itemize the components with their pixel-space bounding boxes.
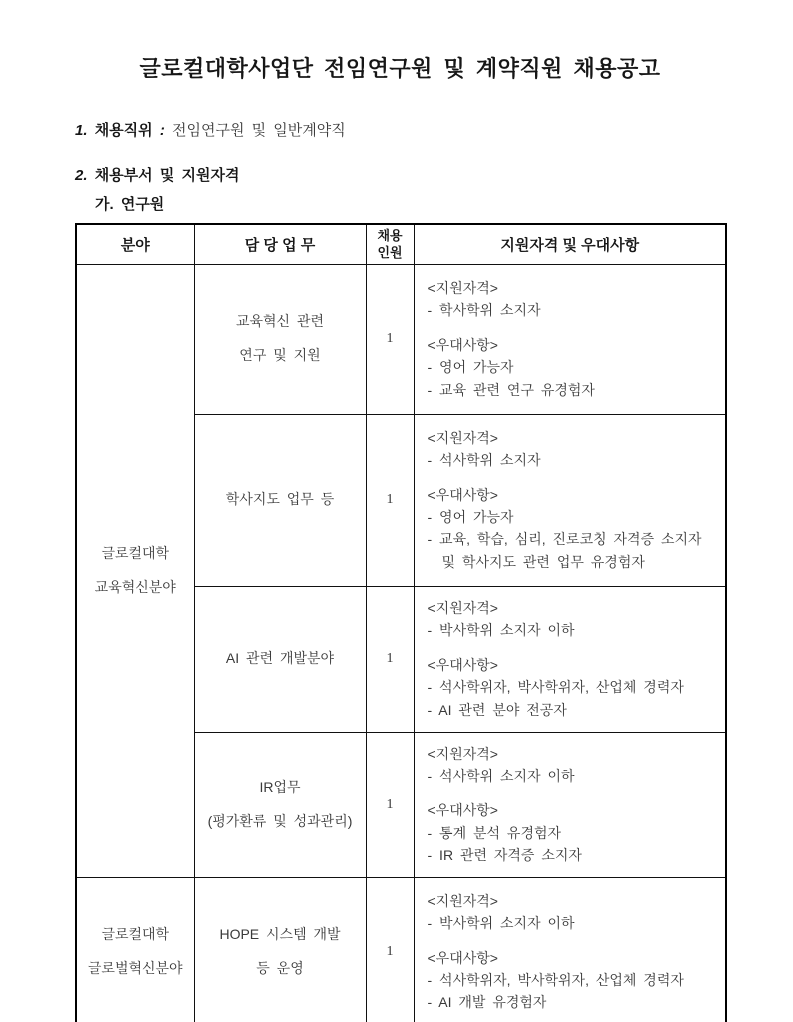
qual-line: - AI 개발 유경험자 [427, 994, 547, 1011]
duty-line: AI 관련 개발분야 [225, 650, 335, 667]
qual-line [428, 935, 718, 947]
qual-line: <우대사항> [427, 486, 498, 503]
field-line: 글로벌혁신분야 [87, 959, 183, 976]
qual-line: - 석사학위자, 박사학위자, 산업체 경력자 [427, 971, 684, 988]
item1-label: 채용직위 [94, 122, 153, 139]
qual-line: - 영어 가능자 [427, 359, 514, 376]
qualification-cell [414, 732, 726, 877]
header-count [366, 224, 414, 264]
duty-line: 교육혁신 관련 [235, 313, 325, 330]
header-count-line2: 인원 [377, 245, 403, 261]
qual-line [428, 322, 718, 334]
item2-label: 채용부서 및 지원자격 [94, 167, 240, 184]
duty-cell [194, 264, 366, 414]
header-duty: 담 당 업 무 [194, 224, 366, 264]
qual-line: <지원자격> [427, 600, 498, 617]
header-qualification: 지원자격 및 우대사항 [414, 224, 726, 264]
qual-line: - 석사학위 소지자 [427, 452, 541, 469]
count-cell: 1 [366, 877, 414, 1022]
qual-line: - 학사학위 소지자 [427, 302, 541, 319]
qualification-cell [414, 414, 726, 586]
qualification-cell [414, 264, 726, 414]
qual-line [428, 642, 718, 654]
count-cell: 1 [366, 586, 414, 732]
qual-line: - 영어 가능자 [427, 509, 514, 525]
count-cell: 1 [366, 264, 414, 414]
header-field: 분야 [76, 224, 194, 264]
qual-line: <우대사항> [427, 802, 498, 819]
qual-line: - 석사학위 소지자 이하 [427, 767, 575, 784]
qualification-cell [414, 586, 726, 732]
item1-colon: : [159, 122, 165, 139]
qual-line: <우대사항> [427, 949, 498, 966]
qual-line: <지원자격> [427, 892, 498, 909]
duty-line: 연구 및 지원 [239, 347, 321, 363]
duty-cell [194, 732, 366, 877]
qual-line: 및 학사지도 관련 업무 유경험자 [441, 553, 645, 570]
duty-line: 학사지도 업무 등 [225, 491, 335, 508]
recruitment-table [75, 223, 727, 1022]
table-header-row [76, 224, 726, 264]
duty-line: 등 운영 [256, 959, 304, 976]
qual-line: - IR 관련 자격증 소지자 [427, 847, 582, 864]
qual-line: <지원자격> [427, 429, 498, 446]
item-recruit-position [75, 119, 725, 140]
qual-line [428, 472, 718, 484]
item-recruit-department [75, 164, 725, 185]
field-line: 교육혁신분야 [94, 578, 176, 595]
item-researcher-sublabel: 가. 연구원 [95, 196, 165, 213]
qual-line: <우대사항> [427, 336, 498, 353]
table-row [76, 264, 726, 414]
count-cell: 1 [366, 732, 414, 877]
field-line: 글로컬대학 [101, 544, 170, 561]
qual-line: - 교육 관련 연구 유경험자 [427, 381, 595, 398]
qual-line: <지원자격> [427, 280, 498, 297]
qualification-cell [414, 877, 726, 1022]
qual-line: - 박사학위 소지자 이하 [427, 622, 575, 639]
qual-line: <지원자격> [427, 745, 498, 762]
item2-number: 2. [75, 167, 88, 184]
table-row [76, 877, 726, 1022]
qual-line: - 석사학위자, 박사학위자, 산업체 경력자 [427, 679, 684, 696]
field-cell-education-innovation [76, 264, 194, 877]
qual-line: <우대사항> [427, 656, 498, 673]
qual-line: - 통계 분석 유경험자 [427, 824, 562, 841]
item1-number: 1. [75, 122, 88, 139]
qual-line: - AI 관련 분야 전공자 [427, 701, 567, 718]
duty-cell [194, 414, 366, 586]
field-cell-global-innovation [76, 877, 194, 1022]
document-content [75, 0, 725, 1022]
duty-line: HOPE 시스템 개발 [219, 926, 341, 943]
duty-cell [194, 877, 366, 1022]
duty-line: IR업무 [259, 778, 301, 795]
field-line: 글로컬대학 [101, 926, 170, 943]
item1-value: 전임연구원 및 일반계약직 [172, 122, 346, 139]
qual-line [428, 787, 718, 799]
qual-line: - 박사학위 소지자 이하 [427, 915, 575, 932]
qual-line: - 교육, 학습, 심리, 진로코칭 자격증 소지자 [427, 531, 702, 548]
count-cell: 1 [366, 414, 414, 586]
duty-line: (평가환류 및 성과관리) [207, 812, 353, 829]
header-count-line1: 채용 [377, 227, 403, 243]
duty-cell [194, 586, 366, 732]
page-title: 글로컬대학사업단 전임연구원 및 계약직원 채용공고 [139, 56, 661, 81]
